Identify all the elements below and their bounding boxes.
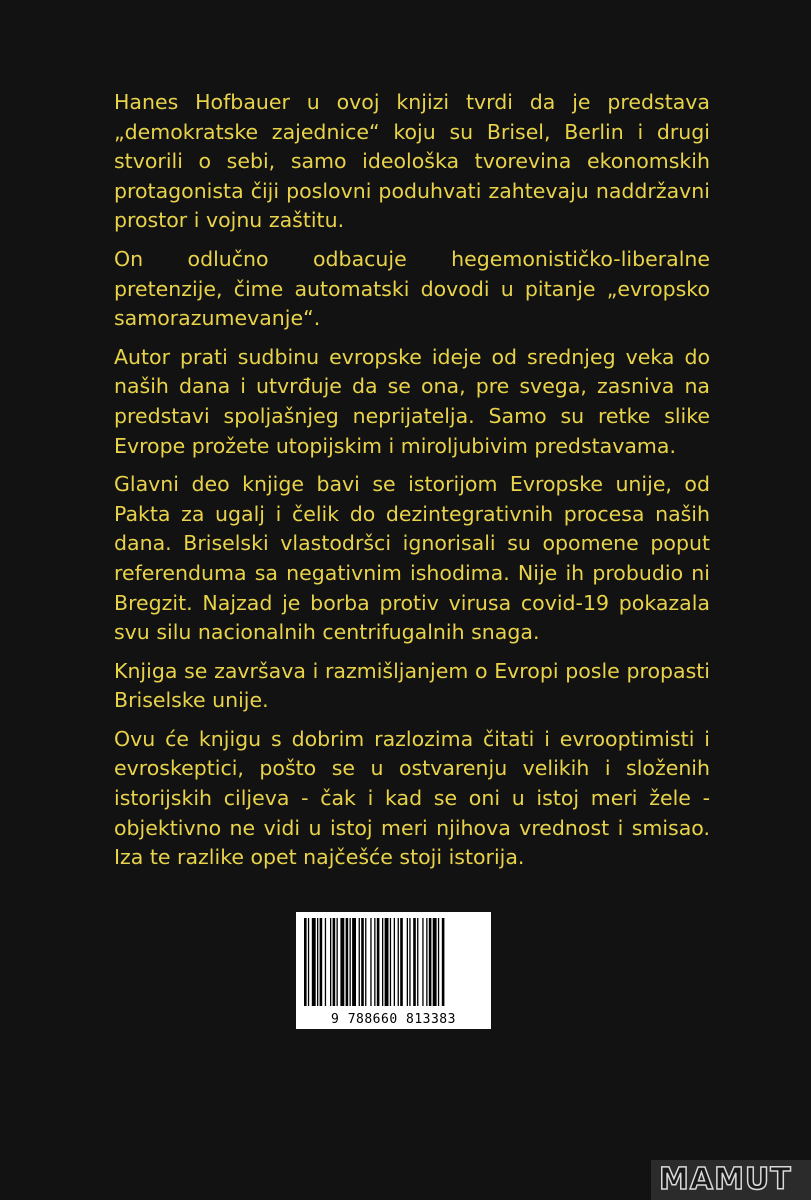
blurb-text xyxy=(114,88,710,882)
blurb-paragraph-3: Autor prati sudbinu evropske ideje od srednjeg veka do naših dana i utvrđuje da se ona, pre svega, zasniva na predstavi spoljašnjeg neprijatelja. Samo su retke slike Evrope prožete utopijskim i miroljubivim predstavama. xyxy=(114,344,710,458)
barcode-bar xyxy=(337,918,338,1006)
blurb-paragraph-2: On odlučno odbacuje hegemonističko-liberalne pretenzije, čime automatski dovodi u pitanje „evropsko samorazumevanje“. xyxy=(114,246,710,331)
barcode-bar xyxy=(409,918,410,1006)
barcode-bar xyxy=(320,918,323,1006)
barcode-bar xyxy=(422,918,423,1006)
barcode-bar xyxy=(438,918,439,1006)
barcode-bar xyxy=(394,918,395,1006)
blurb-paragraph-1: Hanes Hofbauer u ovoj knjizi tvrdi da je predstava „demokratske zajednice“ koju su Brisel, Berlin i drugi stvorili o sebi, samo ideološka tvorevina ekonomskih protagonista čiji poslovni poduhvati zahtevaju naddržavni prostor i vojnu zaštitu. xyxy=(114,90,710,233)
barcode-bar xyxy=(433,918,437,1006)
barcode-bar xyxy=(390,918,391,1006)
isbn-barcode xyxy=(296,912,491,1029)
isbn-number: 9 788660 813383 xyxy=(331,1012,456,1027)
barcode-bar xyxy=(312,918,316,1006)
barcode-bars-icon xyxy=(296,912,491,1012)
barcode-bar xyxy=(429,918,432,1006)
barcode-bar xyxy=(442,918,445,1006)
barcode-bar xyxy=(317,918,318,1006)
blurb-paragraph-5: Knjiga se završava i razmišljanjem o Evropi posle propasti Briselske unije. xyxy=(114,658,710,713)
blurb-paragraph-6: Ovu će knjigu s dobrim razlozima čitati i evrooptimisti i evroskeptici, pošto se u ostvarenju velikih i složenih istorijskih ciljeva - čak i kad se oni u istoj meri žele - objektivno ne vidi u istoj meri njihova vrednost i smisao. Iza te razlike opet najčešće stoji istorija. xyxy=(114,726,710,870)
barcode-bar xyxy=(398,918,399,1006)
barcode-bar xyxy=(400,918,403,1006)
barcode-bar xyxy=(377,918,380,1006)
barcode-bar xyxy=(340,918,344,1006)
barcode-bar xyxy=(365,918,366,1006)
watermark-text: MAMUT xyxy=(659,1162,792,1197)
barcode-bar xyxy=(325,918,326,1006)
barcode-bar xyxy=(352,918,356,1006)
barcode-bar xyxy=(385,918,389,1006)
barcode-bar xyxy=(359,918,360,1006)
barcode-bar xyxy=(333,918,336,1006)
blurb-paragraph-4: Glavni deo knjige bavi se istorijom Evropske unije, od Pakta za ugalj i čelik do dezintegrativnih procesa naših dana. Briselski vlastodršci ignorisali su opomene poput referenduma sa negativnim ishodima. Nije ih probudio ni Bregzit. Najzad je borba protiv virusa covid-19 pokazala svu silu nacionalnih centrifugalnih snaga. xyxy=(114,472,710,645)
barcode-bar xyxy=(413,918,416,1006)
barcode-bar xyxy=(361,918,364,1006)
barcode-bar xyxy=(346,918,349,1006)
barcode-bar xyxy=(407,918,408,1006)
barcode-bar xyxy=(350,918,351,1006)
barcode-bar xyxy=(308,918,309,1006)
barcode-bar xyxy=(417,918,418,1006)
barcode-bar xyxy=(304,918,307,1006)
barcode-bar xyxy=(426,918,427,1006)
barcode-bar xyxy=(330,918,331,1006)
mamut-watermark-logo xyxy=(651,1160,811,1200)
barcode-bar xyxy=(370,918,371,1006)
barcode-bar xyxy=(382,918,383,1006)
barcode-bar xyxy=(374,918,375,1006)
